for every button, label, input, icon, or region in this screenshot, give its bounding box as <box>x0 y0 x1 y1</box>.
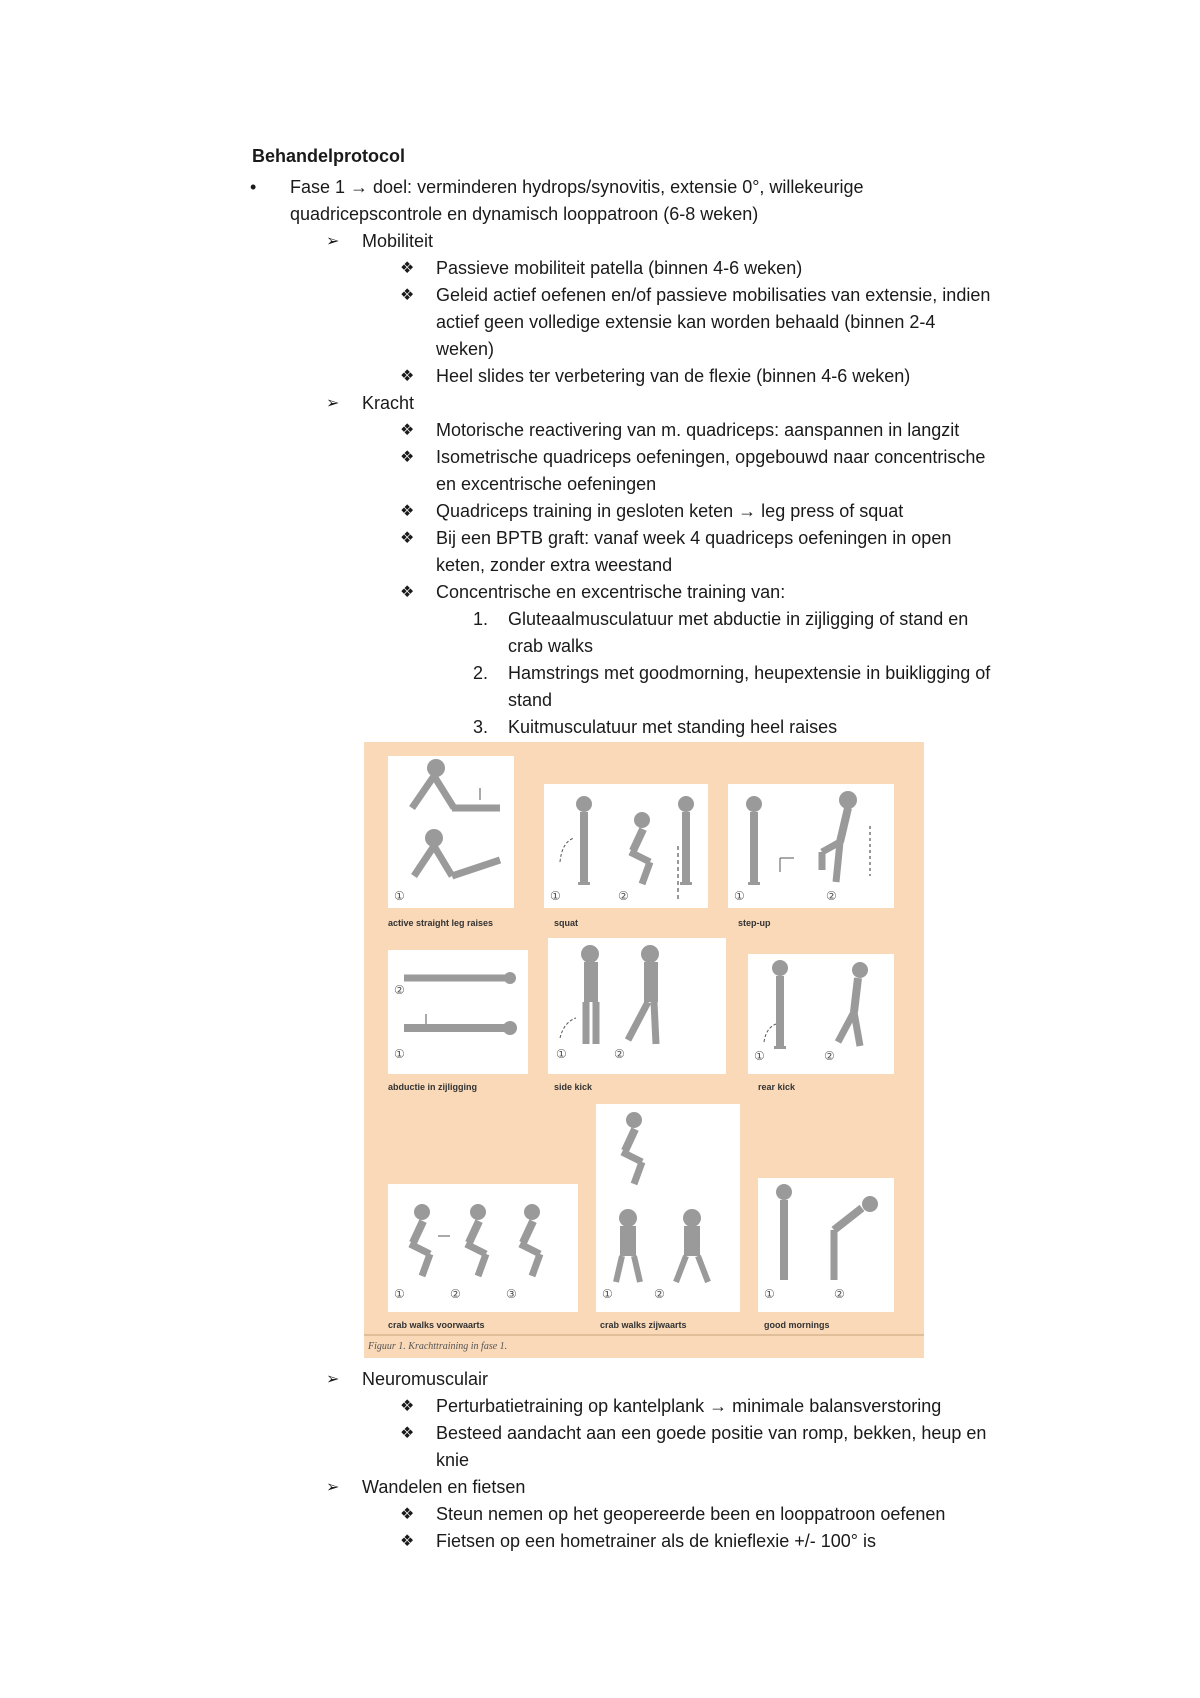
list-number: 2. <box>472 663 488 683</box>
numbered-item-cont: crab walks <box>508 636 594 656</box>
diamond-bullet-icon: ❖ <box>400 1425 415 1442</box>
marker-1: ① <box>550 889 561 903</box>
diamond-bullet-icon: ❖ <box>400 368 415 385</box>
panel-label: side kick <box>554 1082 593 1092</box>
marker-2: ② <box>614 1047 625 1061</box>
figure-caption: Figuur 1. Krachttraining in fase 1. <box>368 1341 508 1352</box>
diamond-bullet-icon: ❖ <box>400 1533 415 1550</box>
fase1-line-1: Fase 1 → doel: verminderen hydrops/synovitis, extensie 0°, willekeurige <box>290 177 864 197</box>
diamond-bullet-icon: ❖ <box>400 503 415 520</box>
marker-2: ② <box>450 1287 461 1301</box>
exercise-illustration <box>364 742 924 1358</box>
marker-1: ① <box>394 1287 405 1301</box>
diamond-bullet-icon: ❖ <box>400 449 415 466</box>
numbered-item: Kuitmusculatuur met standing heel raises <box>508 717 838 737</box>
marker-1: ① <box>764 1287 775 1301</box>
panel-label: good mornings <box>764 1320 830 1330</box>
marker-2: ② <box>654 1287 665 1301</box>
diamond-bullet-icon: ❖ <box>400 530 415 547</box>
panel-label: active straight leg raises <box>388 918 494 928</box>
mobiliteit-item: Heel slides ter verbetering van de flexie (binnen 4-6 weken) <box>436 366 911 386</box>
marker-1: ① <box>602 1287 613 1301</box>
marker-3: ③ <box>506 1287 517 1301</box>
page-title: Behandelprotocol <box>252 146 406 166</box>
wandelen-item: Fietsen op een hometrainer als de knieflexie +/- 100° is <box>436 1531 876 1551</box>
panel-label: squat <box>554 918 579 928</box>
arrow-bullet-icon: ➢ <box>326 1479 340 1496</box>
marker-1: ① <box>734 889 745 903</box>
kracht-item-cont: keten, zonder extra weestand <box>436 555 673 575</box>
kracht-item: Concentrische en excentrische training van: <box>436 582 786 602</box>
marker-1: ① <box>556 1047 567 1061</box>
mobiliteit-heading: Mobiliteit <box>362 231 434 251</box>
mobiliteit-item-cont: weken) <box>436 339 495 359</box>
kracht-heading: Kracht <box>362 393 415 413</box>
diamond-bullet-icon: ❖ <box>400 287 415 304</box>
mobiliteit-item-cont: actief geen volledige extensie kan worden behaald (binnen 2-4 <box>436 312 936 332</box>
kracht-item: Bij een BPTB graft: vanaf week 4 quadriceps oefeningen in open <box>436 528 952 548</box>
bullet-icon: • <box>250 177 257 197</box>
list-number: 3. <box>472 717 488 737</box>
wandelen-heading: Wandelen en fietsen <box>362 1477 526 1497</box>
mobiliteit-item: Passieve mobiliteit patella (binnen 4-6 weken) <box>436 258 803 278</box>
diamond-bullet-icon: ❖ <box>400 1398 415 1415</box>
numbered-item: Gluteaalmusculatuur met abductie in zijligging of stand en <box>508 609 969 629</box>
panel-label: step-up <box>738 918 771 928</box>
kracht-item-cont: en excentrische oefeningen <box>436 474 657 494</box>
marker-2: ② <box>394 983 405 997</box>
neuromusculair-heading: Neuromusculair <box>362 1369 489 1389</box>
numbered-item-cont: stand <box>508 690 553 710</box>
exercise-figure <box>364 742 924 1358</box>
diamond-bullet-icon: ❖ <box>400 422 415 439</box>
kracht-item: Quadriceps training in gesloten keten → leg press of squat <box>436 501 904 521</box>
marker-1: ① <box>394 889 405 903</box>
marker-2: ② <box>618 889 629 903</box>
kracht-item: Motorische reactivering van m. quadriceps: aanspannen in langzit <box>436 420 960 440</box>
numbered-item: Hamstrings met goodmorning, heupextensie in buikligging of <box>508 663 991 683</box>
wandelen-item: Steun nemen op het geopereerde been en looppatroon oefenen <box>436 1504 946 1524</box>
marker-2: ② <box>834 1287 845 1301</box>
panel-label: crab walks voorwaarts <box>388 1320 485 1330</box>
panel-label: rear kick <box>758 1082 796 1092</box>
panel-label: abductie in zijligging <box>388 1082 477 1092</box>
marker-2: ② <box>826 889 837 903</box>
fase1-line-2: quadricepscontrole en dynamisch looppatroon (6-8 weken) <box>290 204 759 224</box>
panel-side-kick <box>548 938 726 1074</box>
marker-2: ② <box>824 1049 835 1063</box>
marker-1: ① <box>394 1047 405 1061</box>
mobiliteit-item: Geleid actief oefenen en/of passieve mobilisaties van extensie, indien <box>436 285 991 305</box>
panel-rear-kick <box>748 954 894 1074</box>
marker-1: ① <box>754 1049 765 1063</box>
neuromusculair-item-cont: knie <box>436 1450 470 1470</box>
neuromusculair-item: Perturbatietraining op kantelplank → minimale balansverstoring <box>436 1396 942 1416</box>
arrow-bullet-icon: ➢ <box>326 1371 340 1388</box>
kracht-item: Isometrische quadriceps oefeningen, opgebouwd naar concentrische <box>436 447 986 467</box>
list-number: 1. <box>472 609 488 629</box>
neuromusculair-item: Besteed aandacht aan een goede positie van romp, bekken, heup en <box>436 1423 987 1443</box>
diamond-bullet-icon: ❖ <box>400 260 415 277</box>
diamond-bullet-icon: ❖ <box>400 584 415 601</box>
arrow-bullet-icon: ➢ <box>326 395 340 412</box>
panel-abductie <box>388 950 528 1074</box>
panel-label: crab walks zijwaarts <box>600 1320 687 1330</box>
diamond-bullet-icon: ❖ <box>400 1506 415 1523</box>
panel-leg-raises <box>388 756 514 908</box>
arrow-bullet-icon: ➢ <box>326 233 340 250</box>
